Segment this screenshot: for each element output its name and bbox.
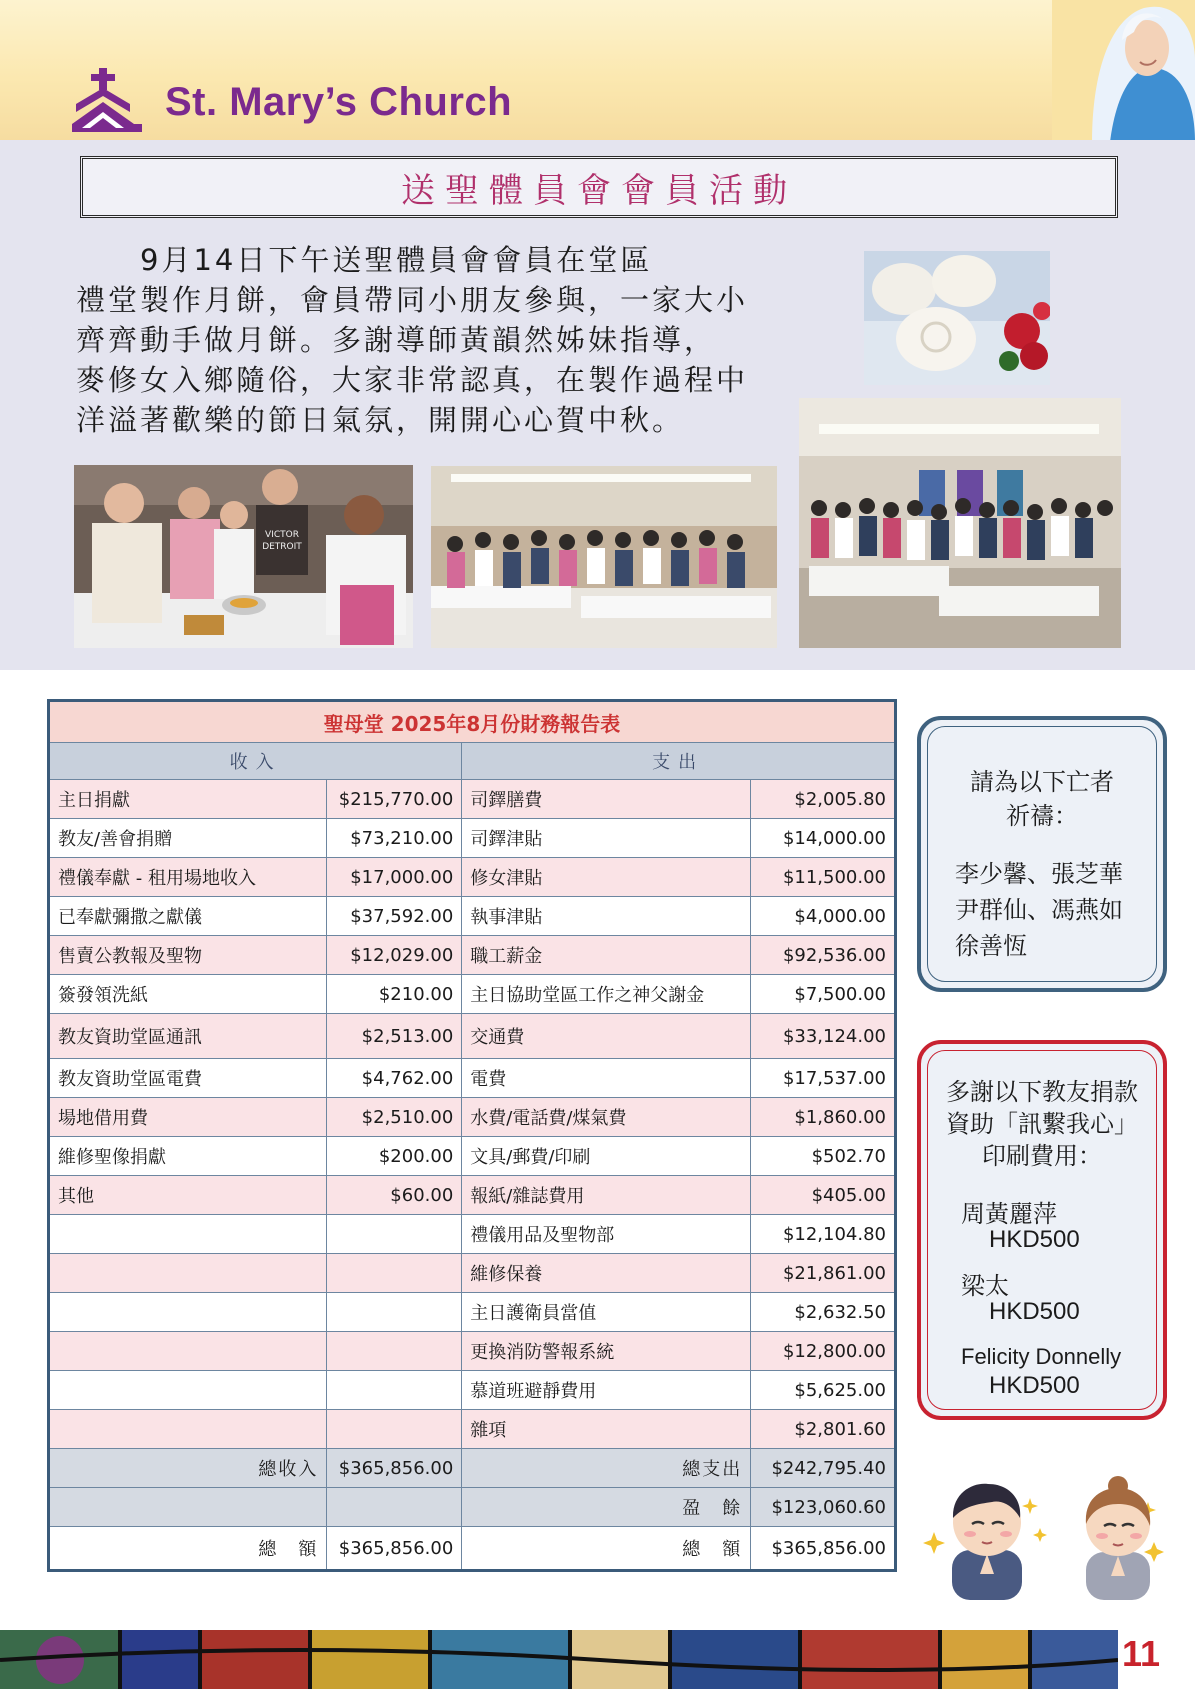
table-row	[49, 819, 896, 858]
income-amount	[327, 1293, 462, 1332]
thanks-heading-2: 資助「訊繫我心」	[946, 1110, 1138, 1138]
income-label: 教友/善會捐贈	[49, 819, 327, 858]
expense-amount: $21,861.00	[751, 1254, 896, 1293]
empty-cell	[327, 1488, 462, 1527]
article-title-box	[80, 156, 1118, 218]
article-line: 齊齊動手做月餅。多謝導師黃韻然姊妹指導，	[76, 323, 717, 357]
church-name: St. Mary’s Church	[165, 80, 513, 124]
expense-label: 主日護衛員當值	[462, 1293, 751, 1332]
grand-total-label-right: 總 額	[462, 1527, 751, 1571]
donor-name: 梁太	[961, 1272, 1009, 1300]
expense-amount: $17,537.00	[751, 1059, 896, 1098]
finance-table-caption: 聖母堂 2025年8月份財務報告表	[49, 701, 896, 743]
table-row	[49, 858, 896, 897]
expense-label: 文具/郵費/印刷	[462, 1137, 751, 1176]
expense-amount: $11,500.00	[751, 858, 896, 897]
group-photo-hall	[799, 398, 1121, 648]
donor-amount: HKD500	[989, 1226, 1080, 1253]
article-line: 9月14日下午送聖體員會會員在堂區	[76, 243, 653, 277]
expense-header: 支出	[462, 743, 896, 780]
mooncake-making-photo-1	[74, 465, 413, 648]
page-number: 11	[1122, 1633, 1161, 1674]
income-label: 主日捐獻	[49, 780, 327, 819]
svg-text:VICTOR: VICTOR	[265, 530, 299, 540]
expense-amount: $502.70	[751, 1137, 896, 1176]
table-row	[49, 780, 896, 819]
income-amount	[327, 1215, 462, 1254]
table-row	[49, 1059, 896, 1098]
donor-amount: HKD500	[989, 1298, 1080, 1325]
income-label	[49, 1371, 327, 1410]
total-income-label: 總收入	[49, 1449, 327, 1488]
article-title: 送聖體員會會員活動	[401, 170, 797, 211]
prayer-names-2: 尹群仙、馮燕如	[955, 896, 1123, 924]
prayer-heading-2: 祈禱：	[1006, 802, 1078, 830]
article-line: 麥修女入鄉隨俗，大家非常認真，在製作過程中	[76, 363, 749, 397]
expense-amount: $1,860.00	[751, 1098, 896, 1137]
income-amount: $2,513.00	[327, 1014, 462, 1059]
income-label	[49, 1254, 327, 1293]
expense-amount: $4,000.00	[751, 897, 896, 936]
finance-report-table	[47, 699, 897, 1572]
article-body	[76, 240, 786, 440]
prayer-box	[917, 716, 1167, 992]
table-row	[49, 1371, 896, 1410]
income-label: 售賣公教報及聖物	[49, 936, 327, 975]
income-amount: $12,029.00	[327, 936, 462, 975]
surplus-row	[49, 1488, 896, 1527]
expense-label: 執事津貼	[462, 897, 751, 936]
income-amount	[327, 1410, 462, 1449]
svg-text:DETROIT: DETROIT	[262, 542, 302, 552]
table-row	[49, 1137, 896, 1176]
expense-label: 水費/電話費/煤氣費	[462, 1098, 751, 1137]
table-row	[49, 1410, 896, 1449]
expense-label: 司鐸津貼	[462, 819, 751, 858]
donor-name: Felicity Donnelly	[961, 1344, 1122, 1369]
total-income-value: $365,856.00	[327, 1449, 462, 1488]
expense-label: 職工薪金	[462, 936, 751, 975]
expense-label: 報紙/雜誌費用	[462, 1176, 751, 1215]
income-amount: $200.00	[327, 1137, 462, 1176]
table-row	[49, 936, 896, 975]
income-amount	[327, 1371, 462, 1410]
expense-label: 雜項	[462, 1410, 751, 1449]
income-label	[49, 1332, 327, 1371]
income-label: 教友資助堂區通訊	[49, 1014, 327, 1059]
table-row	[49, 1215, 896, 1254]
income-amount	[327, 1254, 462, 1293]
expense-label: 維修保養	[462, 1254, 751, 1293]
income-amount	[327, 1332, 462, 1371]
expense-amount: $2,801.60	[751, 1410, 896, 1449]
income-amount: $210.00	[327, 975, 462, 1014]
mooncake-photo	[864, 251, 1050, 385]
mooncake-making-photo-2	[431, 466, 777, 648]
table-row	[49, 1014, 896, 1059]
empty-cell	[49, 1488, 327, 1527]
expense-label: 司鐸膳費	[462, 780, 751, 819]
church-logo-icon	[72, 68, 142, 132]
grand-total-right: $365,856.00	[751, 1527, 896, 1571]
income-label: 場地借用費	[49, 1098, 327, 1137]
expense-label: 交通費	[462, 1014, 751, 1059]
income-label: 已奉獻彌撒之獻儀	[49, 897, 327, 936]
income-label: 其他	[49, 1176, 327, 1215]
donor-name: 周黃麗萍	[961, 1200, 1057, 1228]
income-amount: $215,770.00	[327, 780, 462, 819]
expense-label: 修女津貼	[462, 858, 751, 897]
table-row	[49, 975, 896, 1014]
expense-label: 慕道班避靜費用	[462, 1371, 751, 1410]
table-row	[49, 1098, 896, 1137]
income-label: 簽發領洗紙	[49, 975, 327, 1014]
total-expense-label: 總支出	[462, 1449, 751, 1488]
expense-amount: $7,500.00	[751, 975, 896, 1014]
page-header	[0, 0, 1195, 142]
table-row	[49, 1176, 896, 1215]
income-amount: $2,510.00	[327, 1098, 462, 1137]
expense-amount: $12,800.00	[751, 1332, 896, 1371]
expense-label: 禮儀用品及聖物部	[462, 1215, 751, 1254]
income-label: 教友資助堂區電費	[49, 1059, 327, 1098]
expense-label: 主日協助堂區工作之神父謝金	[462, 975, 751, 1014]
prayer-names-1: 李少馨、張芝華	[955, 860, 1123, 888]
income-header: 收入	[49, 743, 462, 780]
table-row	[49, 897, 896, 936]
prayer-names-3: 徐善恆	[955, 932, 1027, 960]
income-label	[49, 1293, 327, 1332]
expense-amount: $12,104.80	[751, 1215, 896, 1254]
grand-total-left: $365,856.00	[327, 1527, 462, 1571]
table-row	[49, 1332, 896, 1371]
expense-amount: $5,625.00	[751, 1371, 896, 1410]
thanks-heading-1: 多謝以下教友捐款	[946, 1078, 1138, 1106]
table-row	[49, 1293, 896, 1332]
income-amount: $17,000.00	[327, 858, 462, 897]
grand-total-row	[49, 1527, 896, 1571]
expense-label: 更換消防警報系統	[462, 1332, 751, 1371]
surplus-label: 盈 餘	[462, 1488, 751, 1527]
donation-thanks-box	[917, 1040, 1167, 1420]
total-expense-value: $242,795.40	[751, 1449, 896, 1488]
article-line: 洋溢著歡樂的節日氣氛，開開心心賀中秋。	[76, 403, 685, 437]
prayer-heading-1: 請為以下亡者	[970, 768, 1114, 796]
grand-total-label-left: 總 額	[49, 1527, 327, 1571]
total-row	[49, 1449, 896, 1488]
praying-children-illustration	[922, 1470, 1172, 1600]
virgin-mary-statue-image	[1052, 0, 1195, 142]
income-amount: $60.00	[327, 1176, 462, 1215]
expense-amount: $14,000.00	[751, 819, 896, 858]
expense-amount: $405.00	[751, 1176, 896, 1215]
thanks-heading-3: 印刷費用：	[982, 1142, 1102, 1170]
stained-glass-footer	[0, 1630, 1118, 1689]
expense-amount: $92,536.00	[751, 936, 896, 975]
income-amount: $4,762.00	[327, 1059, 462, 1098]
expense-amount: $33,124.00	[751, 1014, 896, 1059]
income-label	[49, 1215, 327, 1254]
donor-amount: HKD500	[989, 1372, 1080, 1399]
surplus-value: $123,060.60	[751, 1488, 896, 1527]
expense-label: 電費	[462, 1059, 751, 1098]
article-line: 禮堂製作月餅，會員帶同小朋友參與，一家大小	[76, 283, 749, 317]
table-row	[49, 1254, 896, 1293]
income-label	[49, 1410, 327, 1449]
income-label: 維修聖像捐獻	[49, 1137, 327, 1176]
expense-amount: $2,005.80	[751, 780, 896, 819]
income-amount: $73,210.00	[327, 819, 462, 858]
income-label: 禮儀奉獻 - 租用場地收入	[49, 858, 327, 897]
expense-amount: $2,632.50	[751, 1293, 896, 1332]
income-amount: $37,592.00	[327, 897, 462, 936]
